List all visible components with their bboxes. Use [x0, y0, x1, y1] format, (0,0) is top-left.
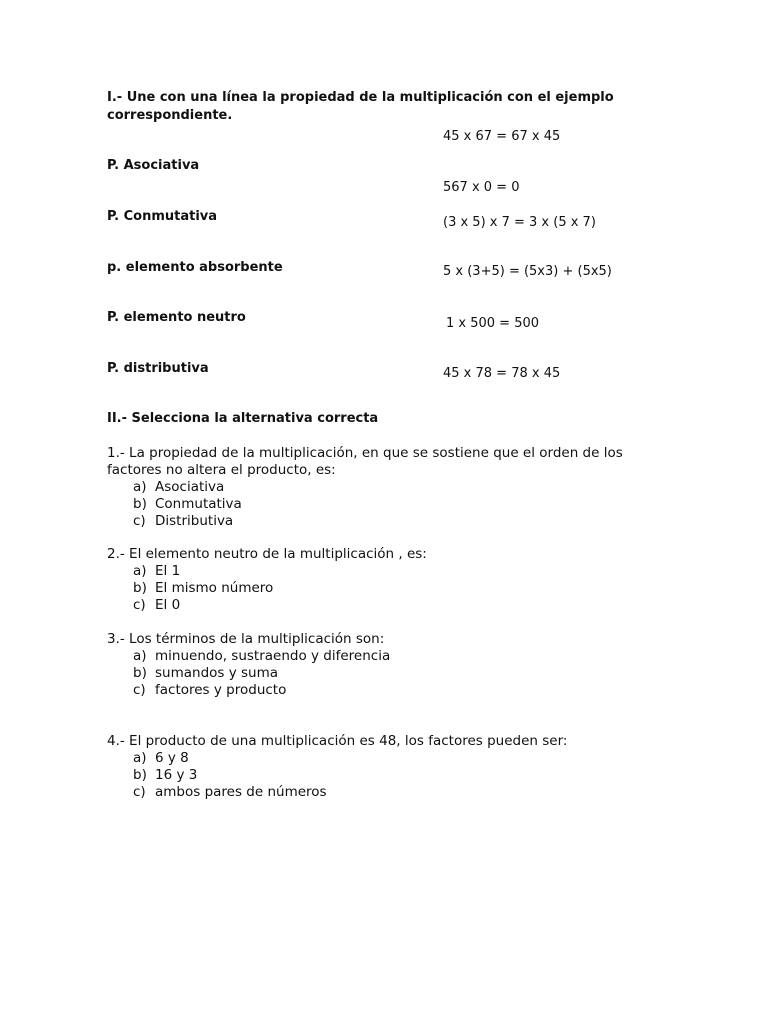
question-3-option-c: [133, 682, 286, 698]
question-4-option-c: [133, 784, 327, 800]
section1-title-line2: correspondiente.: [107, 108, 233, 123]
property-asociativa: P. Asociativa: [107, 158, 200, 173]
option-letter: b): [133, 580, 147, 596]
option-text: factores y producto: [155, 682, 287, 698]
property-absorbente: p. elemento absorbente: [107, 260, 283, 275]
question-2-option-a: [133, 563, 180, 579]
question-4-option-b: [133, 767, 197, 783]
option-letter: b): [133, 496, 147, 512]
question-3-option-a: [133, 648, 390, 664]
option-letter: c): [133, 784, 146, 800]
option-letter: a): [133, 750, 147, 766]
example-5: 1 x 500 = 500: [446, 316, 540, 331]
option-text: El 1: [155, 563, 181, 579]
question-1-option-a: [133, 479, 224, 495]
question-1-line1: 1.- La propiedad de la multiplicación, en que se sostiene que el orden de los: [107, 445, 623, 461]
question-2-line1: 2.- El elemento neutro de la multiplicación , es:: [107, 546, 427, 562]
example-4: 5 x (3+5) = (5x3) + (5x5): [443, 264, 612, 279]
option-text: Distributiva: [155, 513, 234, 529]
property-conmutativa: P. Conmutativa: [107, 209, 218, 224]
question-1-option-c: [133, 513, 233, 529]
option-letter: c): [133, 682, 146, 698]
example-1: 45 x 67 = 67 x 45: [443, 129, 561, 144]
example-3: (3 x 5) x 7 = 3 x (5 x 7): [443, 215, 596, 230]
section1-title-line1: I.- Une con una línea la propiedad de la multiplicación con el ejemplo: [107, 90, 614, 105]
option-text: 6 y 8: [155, 750, 189, 766]
option-letter: b): [133, 665, 147, 681]
option-text: minuendo, sustraendo y diferencia: [155, 648, 391, 664]
option-text: El mismo número: [155, 580, 274, 596]
question-2-option-b: [133, 580, 273, 596]
option-letter: c): [133, 513, 146, 529]
option-text: El 0: [155, 597, 181, 613]
question-4-option-a: [133, 750, 189, 766]
option-letter: a): [133, 648, 147, 664]
option-text: 16 y 3: [155, 767, 198, 783]
question-1-option-b: [133, 496, 242, 512]
option-text: ambos pares de números: [155, 784, 327, 800]
question-2-option-c: [133, 597, 180, 613]
example-2: 567 x 0 = 0: [443, 180, 520, 195]
question-3-line1: 3.- Los términos de la multiplicación son:: [107, 631, 385, 647]
option-letter: b): [133, 767, 147, 783]
question-4-line1: 4.- El producto de una multiplicación es 48, los factores pueden ser:: [107, 733, 568, 749]
question-3-option-b: [133, 665, 278, 681]
option-letter: a): [133, 479, 147, 495]
option-text: Conmutativa: [155, 496, 242, 512]
option-text: sumandos y suma: [155, 665, 279, 681]
property-distributiva: P. distributiva: [107, 361, 209, 376]
option-letter: a): [133, 563, 147, 579]
option-letter: c): [133, 597, 146, 613]
property-neutro: P. elemento neutro: [107, 310, 246, 325]
question-1-line2: factores no altera el producto, es:: [107, 462, 336, 478]
section2-title: II.- Selecciona la alternativa correcta: [107, 411, 379, 426]
option-text: Asociativa: [155, 479, 225, 495]
example-6: 45 x 78 = 78 x 45: [443, 366, 561, 381]
